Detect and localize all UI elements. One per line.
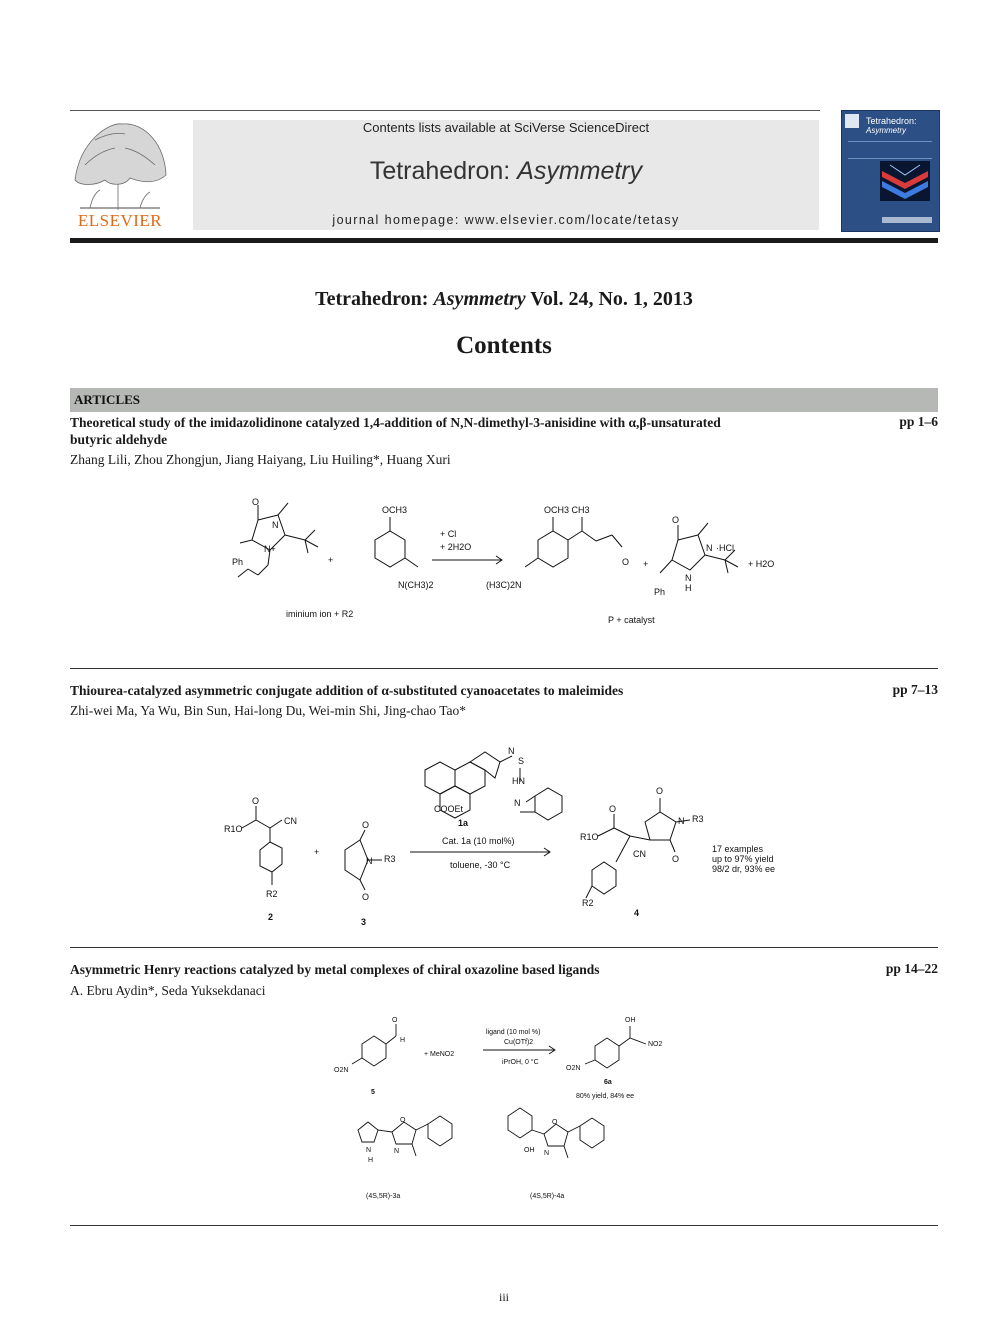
scheme1-nh-h-label: H (685, 583, 692, 593)
journal-name-plain: Tetrahedron: (369, 157, 518, 185)
scheme3-product-o2n-label: O2N (566, 1065, 581, 1072)
scheme1-plus-1: + (328, 555, 334, 565)
scheme2-product-n: N (678, 816, 685, 826)
scheme3-label-6a: 6a (604, 1079, 612, 1086)
catalyst-ring-b (455, 762, 485, 794)
scheme2-product-o: O (609, 804, 617, 814)
article-2-title[interactable] (70, 682, 830, 699)
product-succinimide-ring (645, 812, 676, 840)
scheme2-thiourea-nh: N (508, 746, 515, 756)
scheme2-r1o-label: R1O (224, 824, 243, 834)
scheme1-aldehyde-o-label: O (622, 557, 630, 567)
section-bar (70, 388, 938, 412)
article-2-title-line1: Thiourea-catalyzed asymmetric conjugate addition of α-substituted cyanoacetates to maleimides (70, 683, 624, 698)
scheme3-label-4a: (4S,5R)-4a (530, 1193, 565, 1200)
phenyl-ring-4a (580, 1118, 604, 1148)
scheme2-maleimide-o2: O (362, 892, 370, 902)
cover-logo-icon (845, 114, 859, 128)
scheme2-result-2: up to 97% yield (712, 854, 774, 864)
scheme1-och3-label: OCH3 (382, 505, 408, 515)
cover-text-lines (848, 141, 932, 159)
scheme3-plus-meno2: + MeNO2 (424, 1051, 455, 1058)
product-6a-ring (595, 1038, 619, 1068)
cyclohexyl-ring (535, 788, 562, 820)
header-thick-rule (70, 238, 938, 243)
article-3-title[interactable] (70, 961, 830, 978)
journal-name-italic: Asymmetry (517, 157, 643, 185)
contents-heading: Contents (456, 332, 552, 359)
scheme3-yield: 80% yield, 84% ee (576, 1093, 634, 1100)
scheme1-o-label: O (252, 497, 260, 507)
scheme3-h-label: H (400, 1037, 406, 1044)
scheme3-3a-n2-label: N (394, 1148, 400, 1155)
scheme3-3a-n-label: N (366, 1147, 372, 1154)
scheme3-cond-2: Cu(OTf)2 (504, 1039, 534, 1046)
journal-homepage[interactable]: journal homepage: www.elsevier.com/locate/tetasy (332, 213, 680, 227)
scheme3-4a-oh-label: OH (524, 1147, 535, 1154)
scheme1-cat-o-label: O (672, 515, 680, 525)
article-1-title[interactable] (70, 414, 830, 448)
scheme2-label-1a: 1a (458, 818, 469, 828)
article-2-pages[interactable]: pp 7–13 (892, 682, 938, 697)
scheme1-hcl-label: ·HCl (716, 543, 734, 553)
article-1-title-line1: Theoretical study of the imidazolidinone catalyzed 1,4-addition of N,N-dimethyl-3-anisidine with α,β-unsaturated (70, 415, 721, 430)
article-3-scheme (330, 1012, 670, 1204)
article-3-title-line1: Asymmetric Henry reactions catalyzed by metal complexes of chiral oxazoline based ligands (70, 962, 600, 977)
contents-available-text: Contents lists available at SciVerse ScienceDirect (362, 120, 650, 135)
pyrrole-ring (358, 1122, 378, 1142)
scheme2-result-3: 98/2 dr, 93% ee (712, 864, 776, 874)
scheme2-product-r1o: R1O (580, 832, 599, 842)
section-label-articles: ARTICLES (74, 392, 141, 407)
scheme3-3a-h-label: H (368, 1157, 374, 1164)
scheme1-label-left: iminium ion + R2 (286, 609, 354, 619)
scheme2-product-o2: O (656, 786, 664, 796)
article-2-scheme (220, 740, 820, 935)
scheme2-cond-2: toluene, -30 °C (450, 860, 511, 870)
scheme3-4a-n-label: N (544, 1150, 550, 1157)
catalyst-ring-a (425, 762, 455, 794)
scheme2-cn-label: CN (284, 816, 297, 826)
cover-footer (882, 217, 932, 223)
catalyst-ring (672, 535, 705, 570)
phenyl-ring-3a (428, 1116, 452, 1146)
aryl-ring-2 (260, 842, 282, 872)
scheme2-cond-1: Cat. 1a (10 mol%) (442, 836, 515, 846)
scheme3-cond-3: iPrOH, 0 °C (502, 1059, 539, 1066)
scheme1-product-nme2-label: (H3C)2N (486, 580, 522, 590)
scheme1-water-label: + H2O (748, 559, 775, 569)
page-number: iii (498, 1290, 509, 1304)
scheme2-thiourea-hn: HN (512, 776, 525, 786)
article-2-authors: Zhi-wei Ma, Ya Wu, Bin Sun, Hai-long Du, Wei-min Shi, Jing-chao Tao* (70, 703, 467, 718)
issue-title-plain: Tetrahedron: (315, 288, 434, 310)
article-3-authors: A. Ebru Aydin*, Seda Yuksekdanaci (70, 983, 266, 998)
cover-title (866, 117, 917, 135)
article-1-divider (70, 668, 938, 669)
product-aryl-ring (592, 862, 616, 894)
cover-title-line2: Asymmetry (866, 126, 906, 135)
scheme2-plus: + (314, 847, 320, 857)
publisher-name: ELSEVIER (77, 211, 163, 230)
scheme3-no2-label: NO2 (648, 1041, 663, 1048)
scheme3-label-5: 5 (371, 1089, 375, 1096)
scheme2-product-r3: R3 (692, 814, 704, 824)
scheme2-amine-n: N (514, 798, 521, 808)
scheme1-och3-ch3-label: OCH3 CH3 (544, 505, 590, 515)
scheme3-label-3a: (4S,5R)-3a (366, 1193, 401, 1200)
scheme1-reagent-1: + Cl (440, 529, 457, 539)
journal-cover (841, 110, 940, 232)
contents-available-line (193, 120, 819, 135)
scheme2-r2-label: R2 (266, 889, 278, 899)
scheme2-result-1: 17 examples (712, 844, 764, 854)
cover-title-line1: Tetrahedron: (866, 116, 917, 126)
benzaldehyde-ring (362, 1036, 386, 1066)
elsevier-tree-logo (70, 120, 170, 212)
scheme1-cat-ph-label: Ph (654, 587, 666, 597)
scheme1-n-label: N (272, 520, 279, 530)
scheme1-cat-n-label: N (706, 543, 713, 553)
scheme2-label-4: 4 (634, 908, 640, 918)
scheme2-cooet-label: COOEt (434, 804, 464, 814)
journal-name (193, 157, 819, 186)
article-1-scheme (220, 495, 780, 635)
scheme3-3a-o-label: O (400, 1117, 406, 1124)
article-3-divider (70, 1225, 938, 1226)
header-top-rule (70, 110, 820, 111)
scheme3-4a-o-label: O (552, 1119, 558, 1126)
maleimide-ring (345, 840, 368, 880)
scheme1-nme2-label: N(CH3)2 (398, 580, 434, 590)
scheme1-label-right: P + catalyst (608, 615, 655, 625)
product-ring (538, 531, 568, 567)
scheme3-o-label: O (392, 1017, 398, 1024)
scheme1-nplus-label: N+ (264, 544, 276, 554)
anisidine-ring (375, 531, 405, 567)
oxazoline-ring-4a (544, 1124, 568, 1146)
scheme2-maleimide-o1: O (362, 820, 370, 830)
scheme2-product-cn: CN (633, 849, 646, 859)
scheme2-label-2: 2 (268, 912, 274, 922)
scheme2-label-3: 3 (361, 917, 367, 927)
scheme3-cond-1: ligand (10 mol %) (486, 1029, 541, 1036)
article-1-title-line2: butyric aldehyde (70, 432, 168, 447)
scheme3-oh-label: OH (625, 1017, 636, 1024)
scheme2-thiourea-s: S (518, 756, 525, 766)
scheme1-ph-label: Ph (232, 557, 244, 567)
scheme2-o-label: O (252, 796, 260, 806)
scheme2-product-r2: R2 (582, 898, 594, 908)
scheme2-r3-label: R3 (384, 854, 396, 864)
article-2-divider (70, 947, 938, 948)
scheme2-product-o3: O (672, 854, 680, 864)
article-3-pages[interactable]: pp 14–22 (885, 961, 938, 976)
issue-title (70, 288, 938, 311)
article-1-pages[interactable]: pp 1–6 (899, 414, 938, 429)
issue-title-rest: Vol. 24, No. 1, 2013 (525, 288, 693, 310)
scheme2-n-label: N (366, 856, 373, 866)
cover-graphic-icon (880, 161, 930, 201)
article-1-authors: Zhang Lili, Zhou Zhongjun, Jiang Haiyang, Liu Huiling*, Huang Xuri (70, 452, 451, 467)
scheme1-nh-n-label: N (685, 573, 692, 583)
scheme3-o2n-label: O2N (334, 1067, 349, 1074)
phenol-ring (508, 1108, 532, 1138)
scheme1-plus-2: + (643, 559, 649, 569)
scheme1-reagent-2: + 2H2O (440, 542, 472, 552)
oxazoline-ring-3a (392, 1122, 416, 1144)
issue-title-italic: Asymmetry (433, 288, 526, 310)
